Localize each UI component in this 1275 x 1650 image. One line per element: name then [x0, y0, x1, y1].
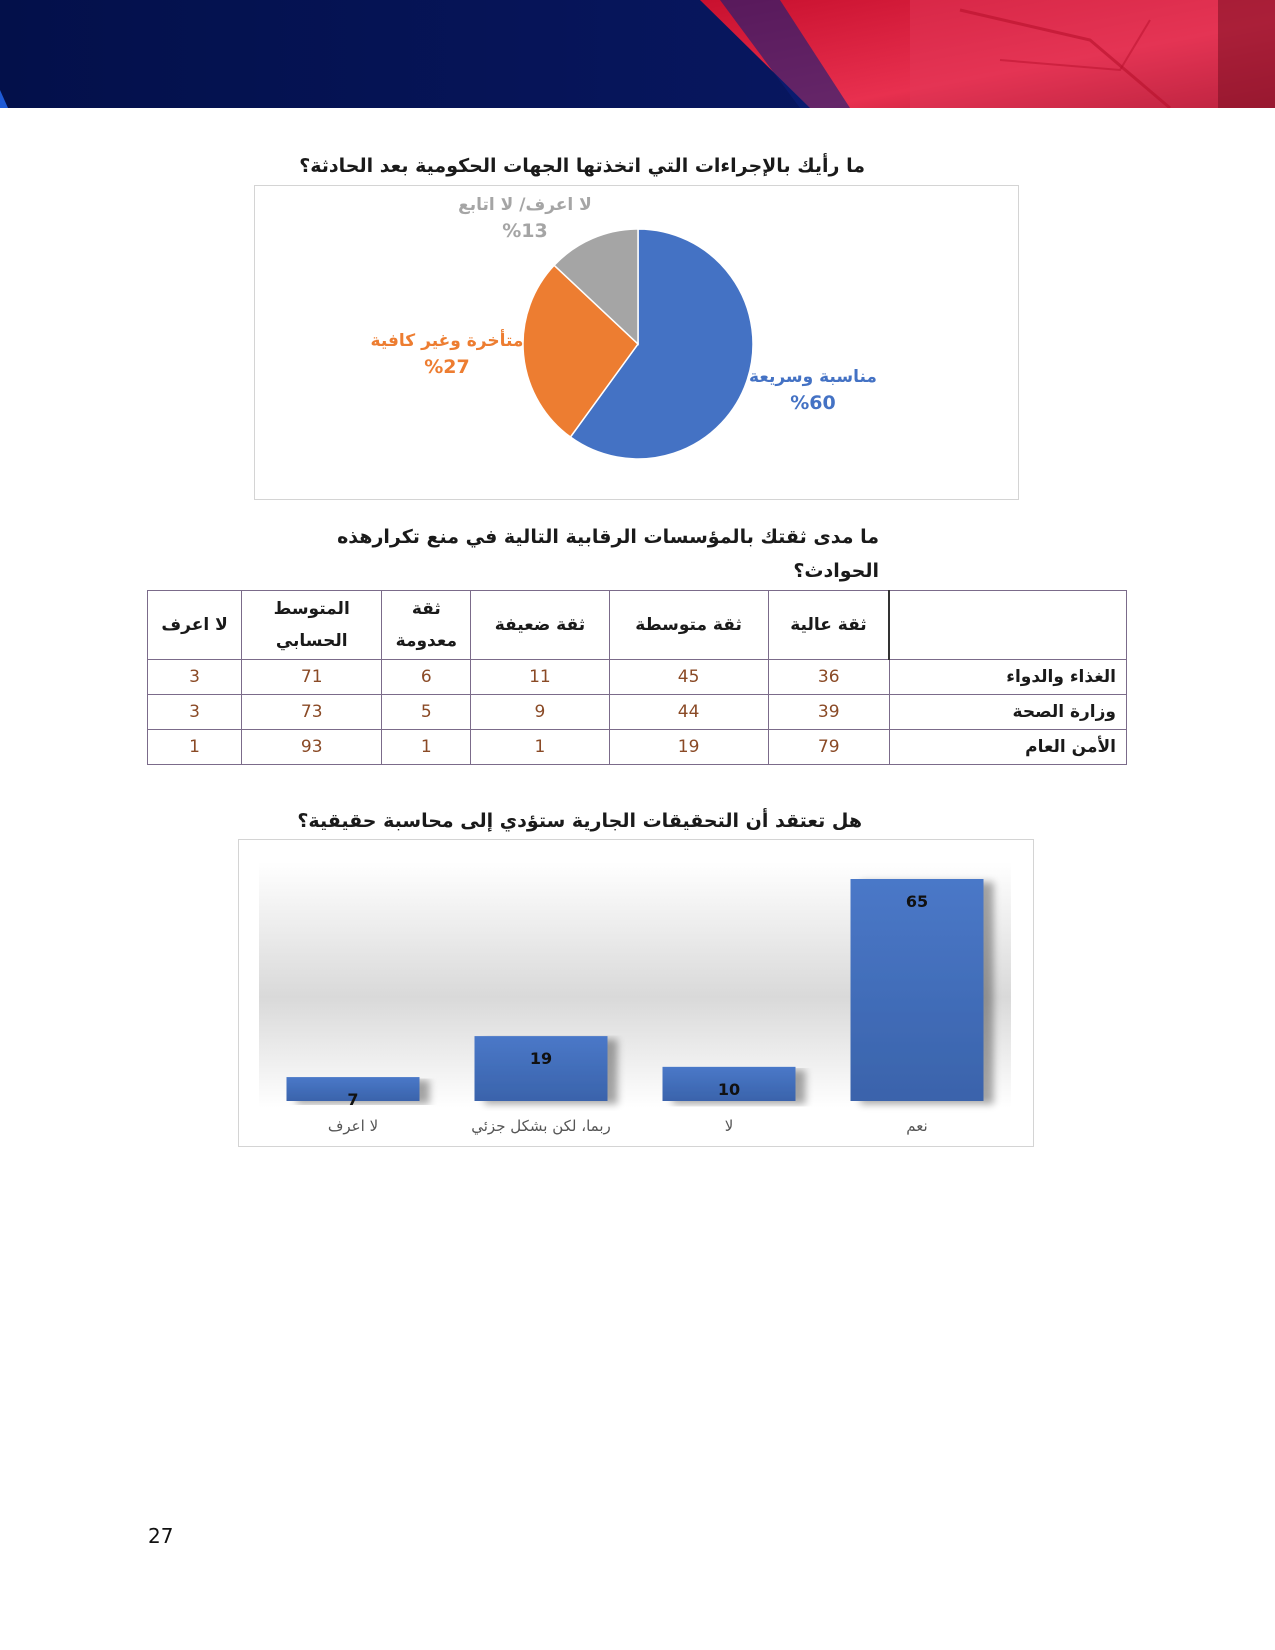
table-cell: 11: [471, 660, 609, 695]
table-cell: 1: [148, 730, 242, 765]
table-cell: 3: [148, 660, 242, 695]
table-cell: 19: [609, 730, 768, 765]
pie-slice-percent: %27: [424, 356, 470, 378]
table-cell: 6: [382, 660, 471, 695]
pie-slice-label: لا اعرف/ لا اتابع: [458, 195, 592, 215]
table-cell: 3: [148, 695, 242, 730]
bar-chart: [239, 840, 1035, 1148]
bar-value-label: 19: [529, 1049, 553, 1069]
table-row: [148, 695, 1127, 730]
bar-category-label: ربما، لكن بشكل جزئي: [471, 1117, 611, 1135]
header-no-trust: ثقة معدومة: [382, 591, 471, 660]
table-cell: 39: [768, 695, 889, 730]
table-question-line1: ما مدى ثقتك بالمؤسسات الرقابية التالية في منع تكرارهذه: [337, 526, 879, 548]
page-number: 27: [148, 1524, 174, 1548]
bar-value-label: 7: [347, 1090, 359, 1110]
pie-slice-label: مناسبة وسريعة: [749, 367, 877, 387]
table-cell: 36: [768, 660, 889, 695]
banner-graphic: [0, 0, 1275, 108]
table-question-line2: الحوادث؟: [793, 560, 879, 582]
table-cell: 5: [382, 695, 471, 730]
table-cell: 1: [471, 730, 609, 765]
table-cell: 93: [242, 730, 382, 765]
header-banner: [0, 0, 1275, 108]
bar-category-label: لا اعرف: [327, 1117, 379, 1135]
table-cell: 44: [609, 695, 768, 730]
bar-category-label: لا: [724, 1117, 734, 1135]
bar: [851, 879, 984, 1101]
table-header-row: [148, 591, 1127, 660]
table-row: [148, 660, 1127, 695]
bar-question: هل تعتقد أن التحقيقات الجارية ستؤدي إلى محاسبة حقيقية؟: [297, 810, 862, 832]
header-weak-trust: ثقة ضعيفة: [471, 591, 609, 660]
pie-slice-percent: %13: [502, 220, 548, 242]
bar-value-label: 10: [717, 1079, 741, 1099]
header-medium-trust: ثقة متوسطة: [609, 591, 768, 660]
bar-category-label: نعم: [906, 1117, 928, 1135]
pie-chart-frame: [254, 185, 1019, 500]
header-dont-know: لا اعرف: [148, 591, 242, 660]
table-cell: 9: [471, 695, 609, 730]
header-high-trust: ثقة عالية: [768, 591, 889, 660]
row-label: الأمن العام: [889, 730, 1126, 765]
header-empty: [889, 591, 1126, 660]
pie-chart: [255, 186, 1020, 501]
row-label: وزارة الصحة: [889, 695, 1126, 730]
bar: [475, 1036, 608, 1101]
row-label: الغذاء والدواء: [889, 660, 1126, 695]
table-row: [148, 730, 1127, 765]
table-cell: 73: [242, 695, 382, 730]
table-cell: 71: [242, 660, 382, 695]
bar-chart-frame: [238, 839, 1034, 1147]
table-cell: 45: [609, 660, 768, 695]
pie-slice-percent: %60: [790, 392, 836, 414]
trust-table: [147, 590, 1127, 765]
pie-question: ما رأيك بالإجراءات التي اتخذتها الجهات الحكومية بعد الحادثة؟: [299, 155, 865, 177]
bar-value-label: 65: [905, 892, 929, 911]
table-cell: 1: [382, 730, 471, 765]
table-cell: 79: [768, 730, 889, 765]
header-mean: المتوسط الحسابي: [242, 591, 382, 660]
pie-slice-label: متأخرة وغير كافية: [370, 331, 524, 351]
